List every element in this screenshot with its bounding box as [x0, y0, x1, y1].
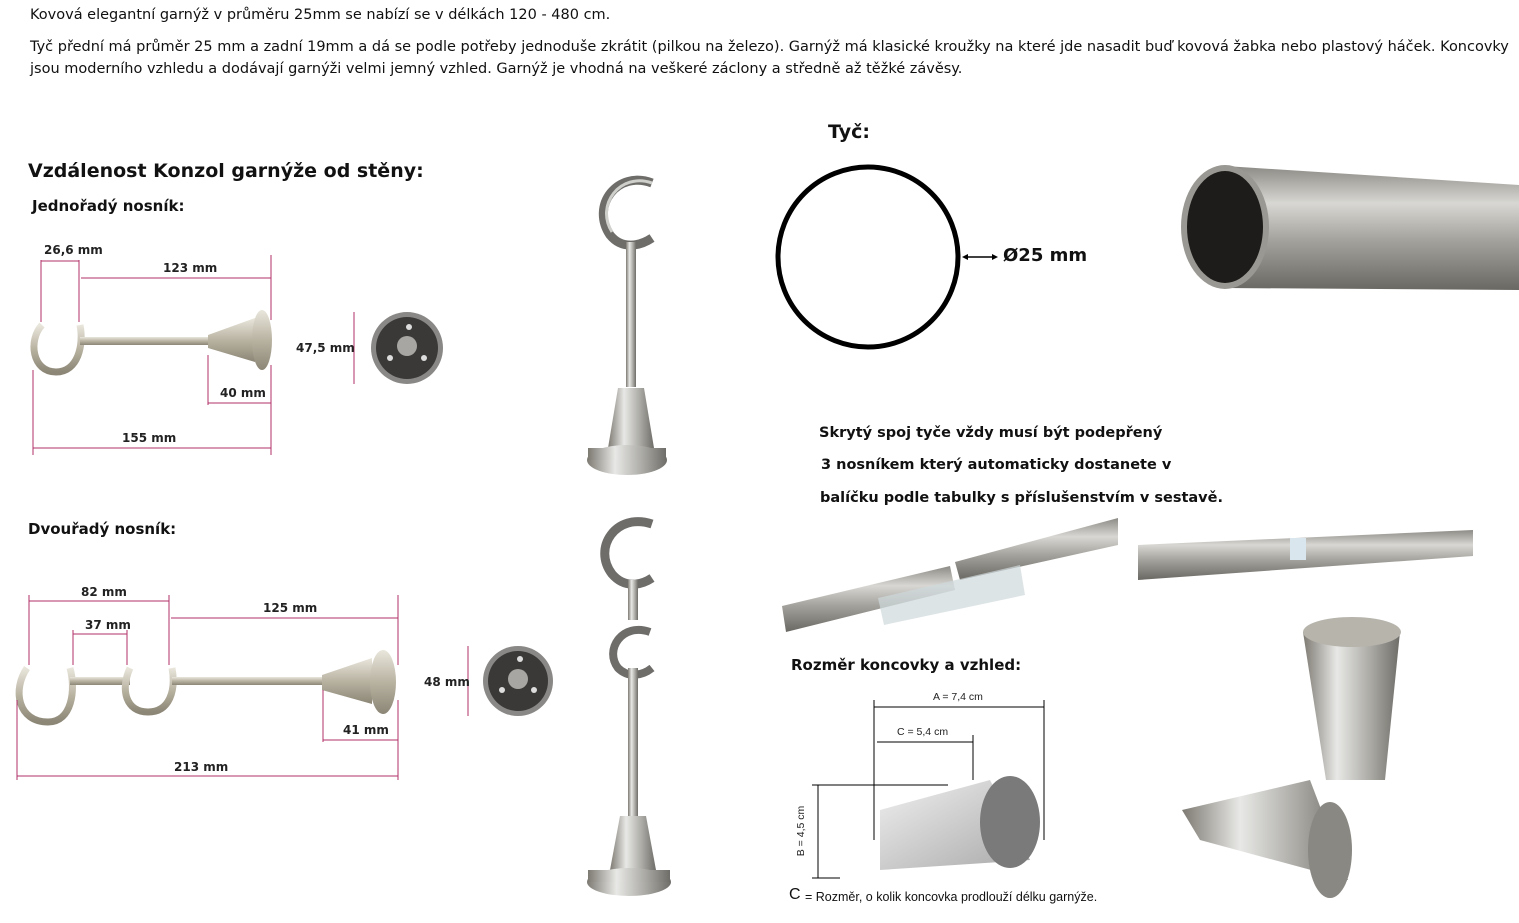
dim-total: 155 mm	[122, 431, 177, 445]
rod-diameter: Ø25 mm	[1003, 245, 1088, 266]
rod-heading: Tyč:	[828, 121, 870, 143]
finial-dim-c: C = 5,4 cm	[897, 726, 949, 738]
finial-dim-a: A = 7,4 cm	[933, 691, 983, 703]
dim-arm-double: 125 mm	[263, 601, 318, 615]
dim-total-double: 213 mm	[174, 760, 229, 774]
rod-joint-photo-1	[782, 518, 1118, 632]
single-bracket-label: Jednořadý nosník:	[32, 197, 185, 215]
rod-circle-diagram	[778, 167, 998, 347]
dim-plate: 47,5 mm	[296, 341, 355, 355]
single-bracket-shape	[34, 310, 272, 372]
intro-line-3: jsou moderního vzhledu a dodávají garnýži velmi jemný vzhled. Garnýž je vhodná na veškeré záclony a středně až těžké závěsy.	[30, 61, 963, 77]
dim-base: 40 mm	[220, 386, 266, 400]
rod-note-2: 3 nosníkem který automaticky dostanete v	[821, 457, 1172, 473]
single-plate	[354, 312, 443, 384]
dim-inner: 37 mm	[85, 618, 131, 632]
single-bracket-photo	[587, 180, 667, 475]
intro-line-2: Tyč přední má průměr 25 mm a zadní 19mm a dá se podle potřeby jednoduše zkrátit (pilkou na železo). Garnýž má klasické kroužky na které jde nasadit buď kovová žabka nebo plastový háček. Koncovky	[30, 39, 1509, 55]
double-bracket-label: Dvouřadý nosník:	[28, 520, 177, 538]
rod-note-3: balíčku podle tabulky s příslušenstvím v sestavě.	[820, 490, 1223, 506]
rod-joint-photo-2	[1138, 530, 1473, 580]
rod-note-1: Skrytý spoj tyče vždy musí být podepřený	[819, 425, 1163, 441]
finial-photos	[1182, 617, 1401, 898]
finial-caption: = Rozměr, o kolik koncovka prodlouží délku garnýže.	[805, 890, 1098, 904]
dim-plate-double: 48 mm	[424, 675, 470, 689]
intro-line-1: Kovová elegantní garnýž v průměru 25mm se nabízí se v délkách 120 - 480 cm.	[30, 7, 611, 23]
brackets-heading: Vzdálenost Konzol garnýže od stěny:	[28, 160, 424, 182]
finial-dim-b: B = 4,5 cm	[795, 805, 808, 857]
dim-base-double: 41 mm	[343, 723, 389, 737]
double-bracket-photo	[587, 522, 671, 896]
finial-caption-prefix: C	[789, 886, 801, 903]
dim-outer: 82 mm	[81, 585, 127, 599]
dim-arm: 123 mm	[163, 261, 218, 275]
dim-hook: 26,6 mm	[44, 243, 103, 257]
double-plate	[468, 646, 553, 716]
rod-photo	[1181, 165, 1519, 290]
double-bracket-shape	[19, 650, 396, 722]
finial-heading: Rozměr koncovky a vzhled:	[791, 656, 1022, 674]
